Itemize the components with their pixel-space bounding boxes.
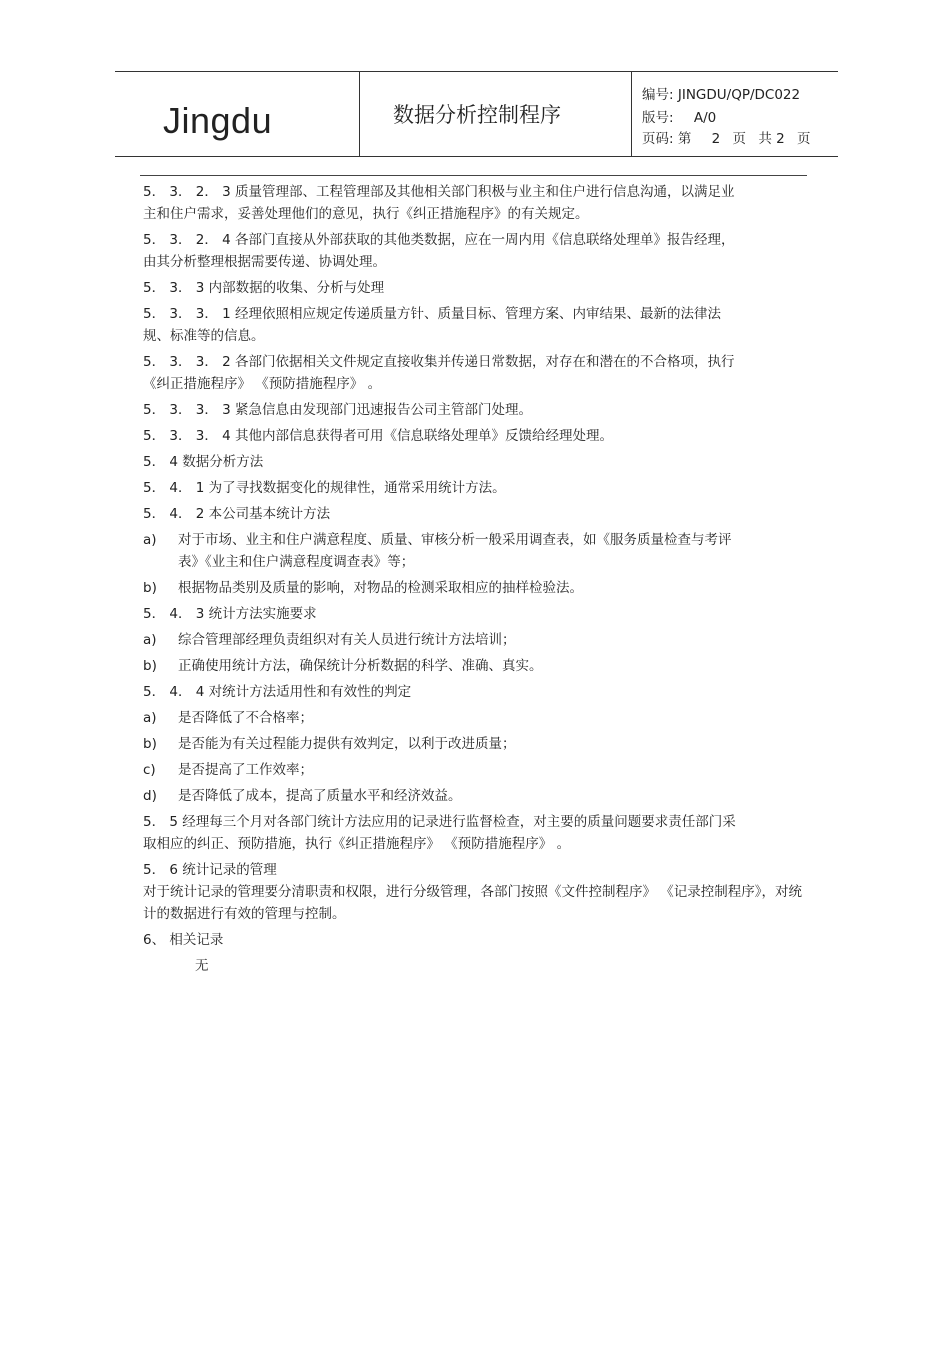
list-label: c) bbox=[143, 762, 156, 778]
list-item bbox=[143, 655, 808, 677]
para-5-3-3: 5． 3． 3 内部数据的收集、分析与处理 bbox=[143, 280, 385, 296]
document-version bbox=[642, 106, 716, 126]
list-text: 是否能为有关过程能力提供有效判定，以利于改进质量； bbox=[178, 736, 516, 752]
document-header bbox=[115, 71, 838, 157]
para-5-6: 5． 6 统计记录的管理 bbox=[143, 862, 277, 878]
list-item bbox=[143, 785, 808, 807]
list-label: b) bbox=[143, 736, 157, 752]
list-text: 是否降低了成本，提高了质量水平和经济效益。 bbox=[178, 788, 462, 804]
page-total: 2 bbox=[776, 131, 785, 147]
para-5-3-3-3: 5． 3． 3． 3 紧急信息由发现部门迅速报告公司主管部门处理。 bbox=[143, 402, 533, 418]
para-5-6-body: 对于统计记录的管理要分清职责和权限，进行分级管理，各部门按照《文件控制程序》 《记录控制程序》，对统计的数据进行有效的管理与控制。 bbox=[143, 884, 803, 922]
page-ye: 页 bbox=[732, 131, 747, 147]
document-body bbox=[143, 181, 808, 981]
page-di: 第 bbox=[677, 131, 692, 147]
company-logo: Jingdu bbox=[163, 100, 273, 141]
list-label: a) bbox=[143, 532, 157, 548]
list-item bbox=[143, 577, 808, 599]
list-item bbox=[143, 529, 748, 573]
list-label: a) bbox=[143, 710, 157, 726]
list-label: b) bbox=[143, 580, 157, 596]
logo-cell bbox=[115, 72, 360, 156]
page-current: 2 bbox=[711, 131, 721, 147]
page-gong: 共 bbox=[758, 131, 772, 147]
para-5-3-2-4: 5． 3． 2． 4 各部门直接从外部获取的其他类数据，应在一周内用《信息联络处理单》报告经理，由其分析整理根据需要传递、协调处理。 bbox=[143, 232, 735, 270]
section-6-heading: 6、 相关记录 bbox=[143, 932, 224, 948]
list-text: 正确使用统计方法，确保统计分析数据的科学、准确、真实。 bbox=[178, 658, 543, 674]
code-label: 编号: bbox=[642, 87, 674, 103]
para-5-4: 5． 4 数据分析方法 bbox=[143, 454, 264, 470]
para-5-3-3-1: 5． 3． 3． 1 经理依照相应规定传递质量方针、质量目标、管理方案、内审结果、最新的法律法规、标准等的信息。 bbox=[143, 306, 722, 344]
section-6-body: 无 bbox=[195, 958, 209, 974]
para-5-5: 5． 5 经理每三个月对各部门统计方法应用的记录进行监督检查，对主要的质量问题要求责任部门采取相应的纠正、预防措施，执行《纠正措施程序》 《预防措施程序》 。 bbox=[143, 814, 736, 852]
list-item bbox=[143, 759, 808, 781]
list-text: 根据物品类别及质量的影响，对物品的检测采取相应的抽样检验法。 bbox=[178, 580, 583, 596]
para-5-4-1: 5． 4． 1 为了寻找数据变化的规律性，通常采用统计方法。 bbox=[143, 480, 506, 496]
code-value: JINGDU/QP/DC022 bbox=[677, 87, 801, 103]
list-item bbox=[143, 707, 808, 729]
page-ye-2: 页 bbox=[797, 131, 811, 147]
list-text: 综合管理部经理负责组织对有关人员进行统计方法培训； bbox=[178, 632, 516, 648]
version-value: A/0 bbox=[693, 110, 717, 126]
list-text: 是否提高了工作效率； bbox=[178, 762, 313, 778]
header-divider bbox=[140, 175, 807, 176]
para-5-4-2: 5． 4． 2 本公司基本统计方法 bbox=[143, 506, 331, 522]
list-label: a) bbox=[143, 632, 157, 648]
para-5-4-4: 5． 4． 4 对统计方法适用性和有效性的判定 bbox=[143, 684, 412, 700]
para-5-4-3: 5． 4． 3 统计方法实施要求 bbox=[143, 606, 317, 622]
list-text: 对于市场、业主和住户满意程度、质量、审核分析一般采用调查表，如《服务质量检查与考评表》《业主和住户满意程度调查表》等； bbox=[178, 532, 732, 570]
document-title: 数据分析控制程序 bbox=[393, 103, 561, 127]
page-label: 页码: bbox=[642, 131, 674, 147]
para-5-3-2-3: 5． 3． 2． 3 质量管理部、工程管理部及其他相关部门积极与业主和住户进行信息沟通，以满足业主和住户需求，妥善处理他们的意见，执行《纠正措施程序》的有关规定。 bbox=[143, 184, 735, 222]
list-label: b) bbox=[143, 658, 157, 674]
version-label: 版号: bbox=[642, 110, 674, 126]
meta-cell bbox=[632, 72, 838, 156]
document-code bbox=[642, 83, 800, 103]
title-cell bbox=[360, 72, 632, 156]
list-text: 是否降低了不合格率； bbox=[178, 710, 313, 726]
list-item bbox=[143, 733, 808, 755]
list-label: d) bbox=[143, 788, 157, 804]
para-5-3-3-2: 5． 3． 3． 2 各部门依据相关文件规定直接收集并传递日常数据，对存在和潜在的不合格项，执行《纠正措施程序》 《预防措施程序》 。 bbox=[143, 354, 735, 392]
list-item bbox=[143, 629, 808, 651]
page-number bbox=[642, 127, 811, 147]
para-5-3-3-4: 5． 3． 3． 4 其他内部信息获得者可用《信息联络处理单》反馈给经理处理。 bbox=[143, 428, 614, 444]
